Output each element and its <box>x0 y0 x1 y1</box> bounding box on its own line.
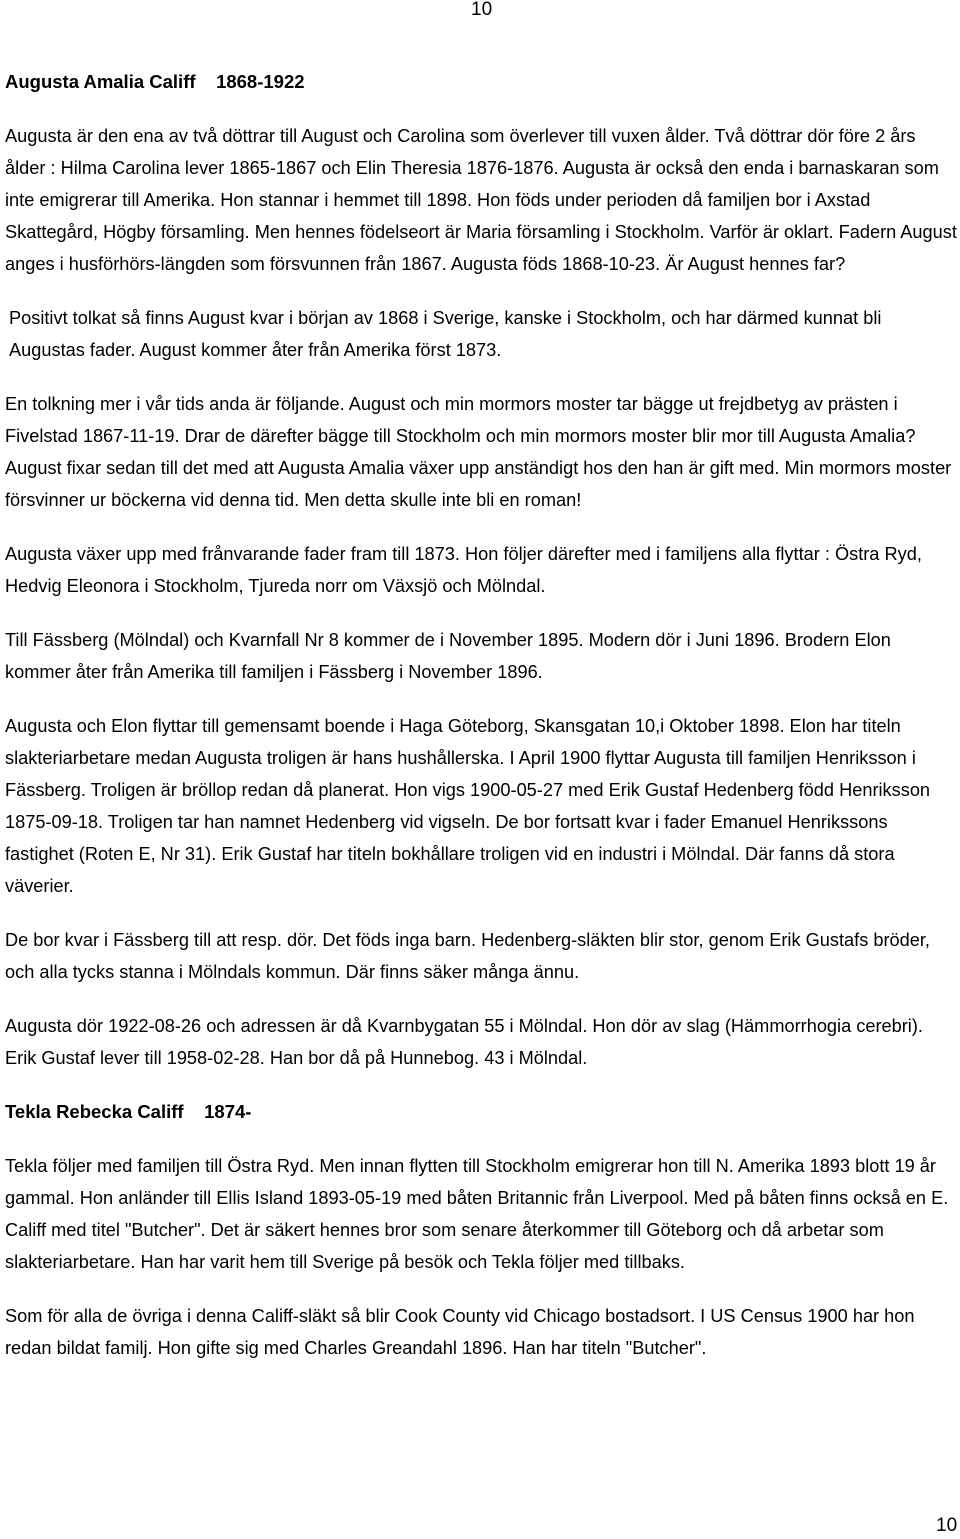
paragraph: Augusta är den ena av två döttrar till August och Carolina som överlever till vuxen ålder. Två döttrar dör före 2 års ålder : Hilma Carolina lever 1865-1867 och Elin Theresia 1876-1876. Augusta är också den enda i barnaskaran som inte emigrerar till Amerika. Hon stannar i hemmet till 1898. Hon föds under perioden då familjen bor i Axstad Skattegård, Högby församling. Men hennes födelseort är Maria församling i Stockholm. Varför är oklart. Fadern August anges i husförhörs-längden som försvunnen från 1867. Augusta föds 1868-10-23. Är August hennes far? <box>5 126 957 274</box>
paragraph: De bor kvar i Fässberg till att resp. dör. Det föds inga barn. Hedenberg-släkten blir stor, genom Erik Gustafs bröder, och alla tycks stanna i Mölndals kommun. Där finns säker många ännu. <box>5 930 930 982</box>
paragraph: Positivt tolkat så finns August kvar i början av 1868 i Sverige, kanske i Stockholm, och har därmed kunnat bli Augustas fader. August kommer åter från Amerika först 1873. <box>9 308 882 360</box>
paragraph: En tolkning mer i vår tids anda är följande. August och min mormors moster tar bägge ut frejdbetyg av prästen i Fivelstad 1867-11-19. Drar de därefter bägge till Stockholm och min mormors moster blir mor till Augusta Amalia? August fixar sedan till det med att Augusta Amalia växer upp anständigt hos den han är gift med. Min mormors moster försvinner ur böckerna vid denna tid. Men detta skulle inte bli en roman! <box>5 394 952 510</box>
paragraph: Augusta växer upp med frånvarande fader fram till 1873. Hon följer därefter med i familjens alla flyttar : Östra Ryd, Hedvig Eleonora i Stockholm, Tjureda norr om Växsjö och Mölndal. <box>5 544 922 596</box>
paragraph: Augusta och Elon flyttar till gemensamt boende i Haga Göteborg, Skansgatan 10,i Oktober 1898. Elon har titeln slakteriarbetare medan Augusta troligen är hans hushållerska. I April 1900 flyttar Augusta till familjen Henriksson i Fässberg. Troligen är bröllop redan då planerat. Hon vigs 1900-05-27 med Erik Gustaf Hedenberg född Henriksson 1875-09-18. Troligen tar han namnet Hedenberg vid vigseln. De bor fortsatt kvar i fader Emanuel Henrikssons fastighet (Roten E, Nr 31). Erik Gustaf har titeln bokhållare troligen vid en industri i Mölndal. Där fanns då stora väverier. <box>5 716 931 896</box>
page-number-bottom: 10 <box>936 1515 958 1536</box>
section-heading-augusta: Augusta Amalia Califf 1868-1922 <box>5 71 305 92</box>
document-body <box>5 66 957 1386</box>
page-number-top: 10 <box>471 0 493 20</box>
paragraph: Tekla följer med familjen till Östra Ryd. Men innan flytten till Stockholm emigrerar hon till N. Amerika 1893 blott 19 år gammal. Hon anländer till Ellis Island 1893-05-19 med båten Britannic från Liverpool. Med på båten finns också en E. Califf med titel "Butcher". Det är säkert hennes bror som senare återkommer till Göteborg och då arbetar som slakteriarbetare. Han har varit hem till Sverige på besök och Tekla följer med tillbaks. <box>5 1156 949 1272</box>
paragraph: Som för alla de övriga i denna Califf-släkt så blir Cook County vid Chicago bostadsort. I US Census 1900 har hon redan bildat familj. Hon gifte sig med Charles Greandahl 1896. Han har titeln "Butcher". <box>5 1306 915 1358</box>
paragraph: Augusta dör 1922-08-26 och adressen är då Kvarnbygatan 55 i Mölndal. Hon dör av slag (Hämmorrhogia cerebri). Erik Gustaf lever till 1958-02-28. Han bor då på Hunnebog. 43 i Mölndal. <box>5 1016 923 1068</box>
paragraph: Till Fässberg (Mölndal) och Kvarnfall Nr 8 kommer de i November 1895. Modern dör i Juni 1896. Brodern Elon kommer åter från Amerika till familjen i Fässberg i November 1896. <box>5 630 891 682</box>
section-heading-tekla: Tekla Rebecka Califf 1874- <box>5 1101 252 1122</box>
